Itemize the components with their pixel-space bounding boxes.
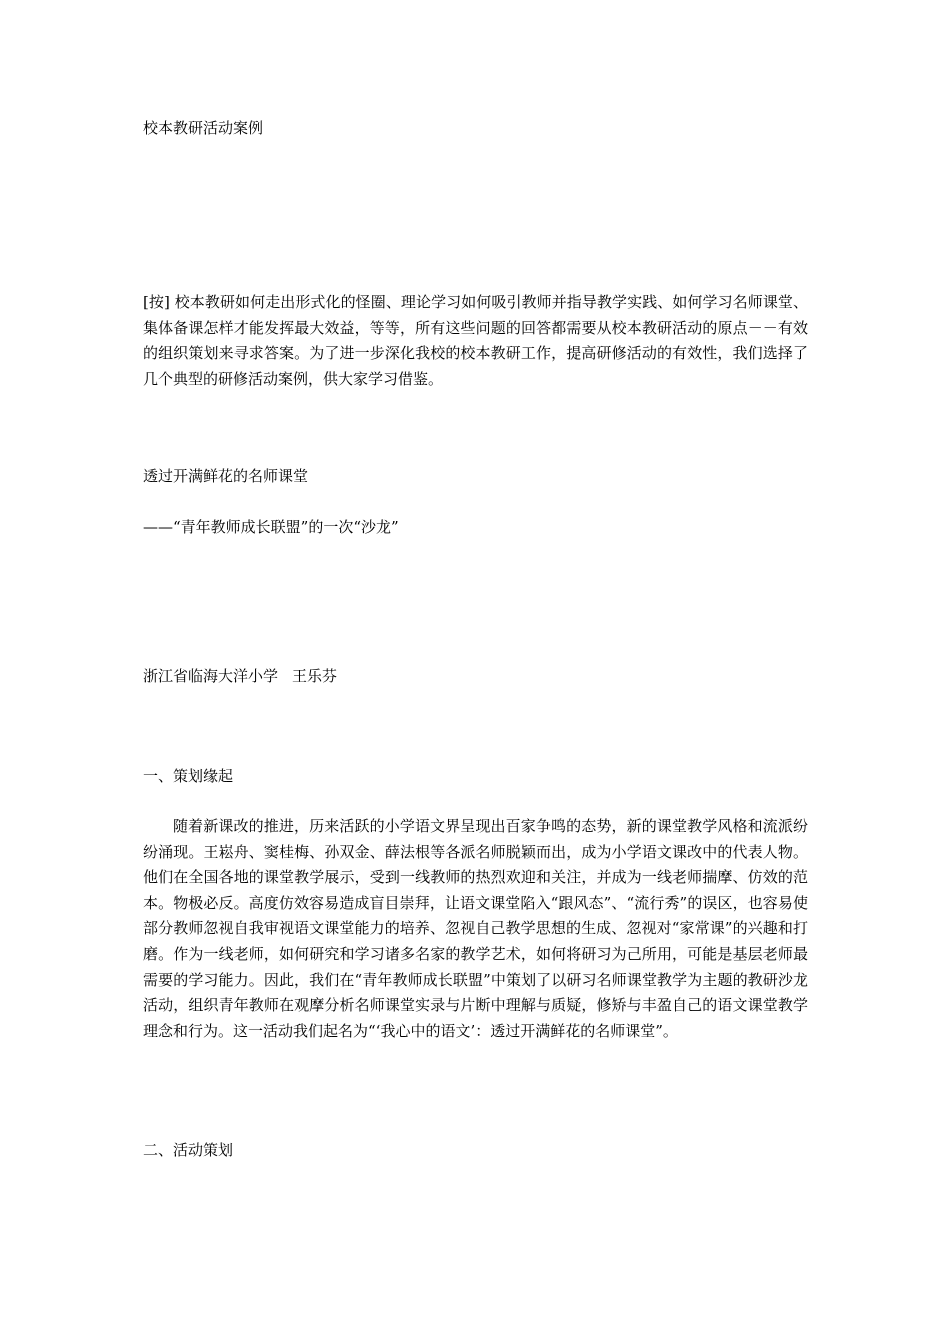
author-school: 浙江省临海大洋小学	[143, 667, 279, 685]
section-heading-1: 一、策划缘起	[143, 767, 234, 785]
author-name: 王乐芬	[292, 667, 338, 685]
section-1-paragraph: 随着新课改的推进，历来活跃的小学语文界呈现出百家争鸣的态势，新的课堂教学风格和流派纷纷涌现。王崧舟、窦桂梅、孙双金、薛法根等各派名师脱颖而出，成为小学语文课改中的代表人物。他们在全国各地的课堂教学展示，受到一线教师的热烈欢迎和关注，并成为一线老师揣摩、仿效的范本。物极必反。高度仿效容易造成盲目崇拜，让语文课堂陷入“跟风态”、“流行秀”的误区，也容易使部分教师忽视自我审视语文课堂能力的培养、忽视自己教学思想的生成、忽视对“家常课”的兴趣和打磨。作为一线老师，如何研究和学习诸多名家的教学艺术，如何将研习为己所用，可能是基层老师最需要的学习能力。因此，我们在“青年教师成长联盟”中策划了以研习名师课堂教学为主题的教研沙龙活动，组织青年教师在观摩分析名师课堂实录与片断中理解与质疑，修矫与丰盈自己的语文课堂教学理念和行为。这一活动我们起名为“‘我心中的语文’：透过开满鲜花的名师课堂”。	[143, 817, 808, 1040]
preface-paragraph: [按] 校本教研如何走出形式化的怪圈、理论学习如何吸引教师并指导教学实践、如何学习名师课堂、集体备课怎样才能发挥最大效益，等等，所有这些问题的回答都需要从校本教研活动的原点－－有效的组织策划来寻求答案。为了进一步深化我校的校本教研工作，提高研修活动的有效性，我们选择了几个典型的研修活动案例，供大家学习借鉴。	[143, 293, 808, 388]
author-line	[143, 666, 337, 686]
article-title: 透过开满鲜花的名师课堂	[143, 467, 309, 485]
article-subtitle: ——“青年教师成长联盟”的一次“沙龙”	[143, 518, 399, 536]
section-heading-2: 二、活动策划	[143, 1141, 234, 1159]
document-title: 校本教研活动案例	[143, 119, 264, 137]
